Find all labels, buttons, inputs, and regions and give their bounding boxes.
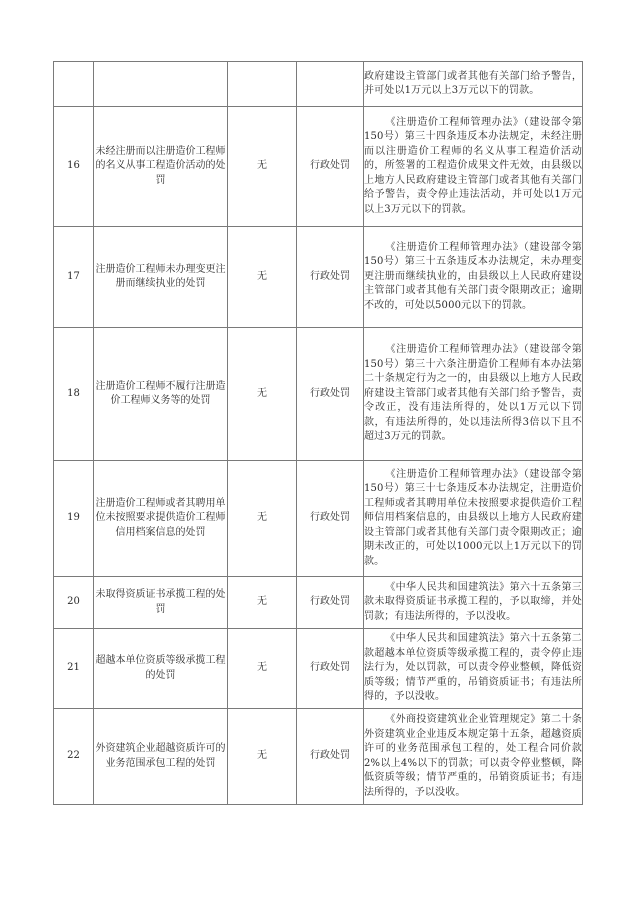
penalty-description-text: 《外商投资建筑业企业管理规定》第二十条外资建筑业企业违反本规定第十五条，超越资质许可的业务范围承包工程的，处工程合同价款2%以上4%以下的罚款；可以责令停业整顿，降低资质等级；情节严重的，吊销资质证书；有违法所得的，予以没收。 [364, 714, 582, 798]
row-number: 22 [54, 709, 94, 805]
legal-basis: 无 [228, 107, 297, 227]
item-name: 注册造价工程师未办理变更注册而继续执业的处罚 [94, 227, 228, 328]
legal-basis [228, 62, 297, 107]
penalty-description: 政府建设主管部门或者其他有关部门给予警告，并可处以1万元以上3万元以下的罚款。 [364, 62, 583, 107]
legal-basis: 无 [228, 709, 297, 805]
penalty-description-text: 《注册造价工程师管理办法》（建设部令第150号）第三十六条注册造价工程师有本办法第二十条规定行为之一的，由县级以上地方人民政府建设主管部门或者其他有关部门给予警告，责令改正，没有违法所得的，处以1万元以下罚款，有违法所得的，处以违法所得3倍以下且不超过3万元的罚款。 [364, 344, 582, 443]
table-row [54, 577, 583, 629]
legal-basis: 无 [228, 461, 297, 577]
legal-basis: 无 [228, 629, 297, 709]
item-name [94, 62, 228, 107]
penalty-description [364, 577, 583, 629]
item-name: 注册造价工程师不履行注册造价工程师义务等的处罚 [94, 328, 228, 461]
row-number: 20 [54, 577, 94, 629]
item-name: 外资建筑企业超越资质许可的业务范围承包工程的处罚 [94, 709, 228, 805]
power-type: 行政处罚 [297, 577, 364, 629]
penalty-description [364, 461, 583, 577]
item-name: 未经注册而以注册造价工程师的名义从事工程造价活动的处罚 [94, 107, 228, 227]
legal-basis: 无 [228, 328, 297, 461]
table-row [54, 62, 583, 107]
table-row [54, 709, 583, 805]
item-name: 未取得资质证书承揽工程的处罚 [94, 577, 228, 629]
penalty-description [364, 328, 583, 461]
penalty-description [364, 709, 583, 805]
row-number: 18 [54, 328, 94, 461]
penalty-description [364, 227, 583, 328]
power-type: 行政处罚 [297, 629, 364, 709]
item-name: 注册造价工程师或者其聘用单位未按照要求提供造价工程师信用档案信息的处罚 [94, 461, 228, 577]
power-type: 行政处罚 [297, 461, 364, 577]
legal-basis: 无 [228, 227, 297, 328]
row-number: 21 [54, 629, 94, 709]
row-number: 16 [54, 107, 94, 227]
penalty-description-text: 《注册造价工程师管理办法》（建设部令第150号）第三十四条违反本办法规定，未经注册而以注册造价工程师的名义从事工程造价活动的，所签署的工程造价成果文件无效，由县级以上地方人民政府建设主管部门或者其他有关部门给予警告，责令停止违法活动，并可处以1万元以上3万元以下的罚款。 [364, 116, 582, 215]
row-number [54, 62, 94, 107]
table-row [54, 461, 583, 577]
penalty-description-text: 《注册造价工程师管理办法》（建设部令第150号）第三十五条违反本办法规定，未办理变更注册而继续执业的，由县级以上人民政府建设主管部门或者其他有关部门责令限期改正；逾期不改的，可处以5000元以下的罚款。 [364, 241, 582, 311]
table-row [54, 629, 583, 709]
table-row [54, 328, 583, 461]
penalty-description [364, 107, 583, 227]
power-type: 行政处罚 [297, 709, 364, 805]
row-number: 17 [54, 227, 94, 328]
penalty-description [364, 629, 583, 709]
table-row [54, 227, 583, 328]
penalty-description-text: 《中华人民共和国建筑法》第六十五条第二款超越本单位资质等级承揽工程的，责令停止违法行为，处以罚款，可以责令停业整顿，降低资质等级；情节严重的，吊销资质证书；有违法所得的，予以没收。 [364, 633, 582, 703]
power-type: 行政处罚 [297, 107, 364, 227]
power-type [297, 62, 364, 107]
legal-basis: 无 [228, 577, 297, 629]
power-type: 行政处罚 [297, 328, 364, 461]
penalty-table [53, 61, 583, 805]
penalty-description-text: 《中华人民共和国建筑法》第六十五条第三款未取得资质证书承揽工程的，予以取缔，并处罚款；有违法所得的，予以没收。 [364, 581, 582, 622]
row-number: 19 [54, 461, 94, 577]
power-type: 行政处罚 [297, 227, 364, 328]
item-name: 超越本单位资质等级承揽工程的处罚 [94, 629, 228, 709]
table-row [54, 107, 583, 227]
penalty-description-text: 《注册造价工程师管理办法》（建设部令第150号）第三十七条违反本办法规定，注册造价工程师或者其聘用单位未按照要求提供造价工程师信用档案信息的，由县级以上地方人民政府建设主管部门或者其他有关部门责令限期改正；逾期未改正的，可处以1000元以上1万元以下的罚款。 [364, 468, 582, 567]
